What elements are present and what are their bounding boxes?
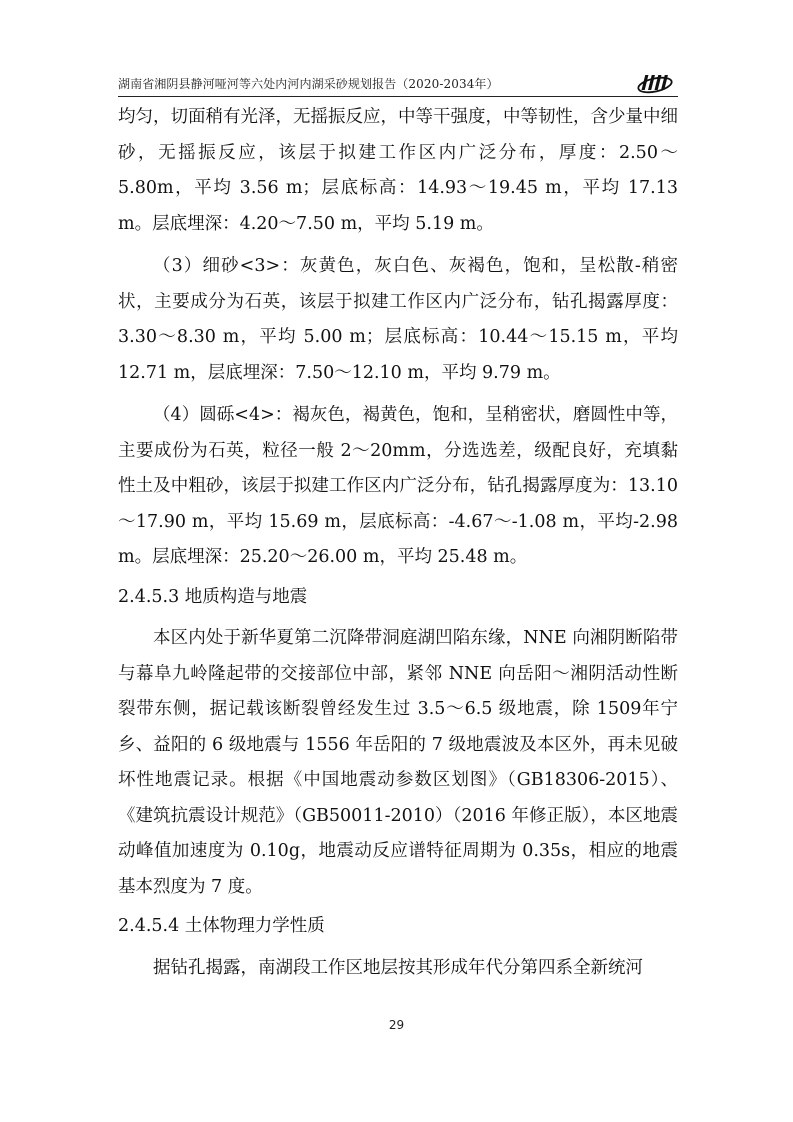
section-heading-geological-structure: 2.4.5.3 地质构造与地震 bbox=[118, 586, 308, 607]
paragraph-layer-continued: 均匀，切面稍有光泽，无摇振反应，中等干强度，中等韧性，含少量中细砂，无摇振反应，该层于拟建工作区内广泛分布，厚度：2.50～5.80m，平均 3.56 m；层底标高：14.93～19.45 m，平均 17.13 m。层底埋深：4.20～7.50 m，平均 5.19 m。 bbox=[118, 107, 678, 234]
paragraph-round-gravel: （4）圆砾<4>：褐灰色，褐黄色，饱和，呈稍密状，磨圆性中等，主要成份为石英，粒径一般 2～20mm，分选选差，级配良好，充填黏性土及中粗砂，该层于拟建工作区内广泛分布，钻孔揭露厚度为：13.10～17.90 m，平均 15.69 m，层底标高：-4.67～-1.08 m，平均-2.98 m。层底埋深：25.20～26.00 m，平均 25.48 m。 bbox=[118, 405, 678, 567]
header-title: 湖南省湘阴县静河哑河等六处内河内湖采砂规划报告（2020-2034年） bbox=[118, 77, 499, 91]
page-number: 29 bbox=[388, 1018, 405, 1032]
paragraph-earthquake: 本区内处于新华夏第二沉降带洞庭湖凹陷东缘，NNE 向湘阴断陷带与幕阜九岭隆起带的交接部位中部，紧邻 NNE 向岳阳～湘阴活动性断裂带东侧，据记载该断裂曾经发生过 3.5～6.5 级地震，除 1509年宁乡、益阳的 6 级地震与 1556 年岳阳的 7 级地震波及本区外，再未见破坏性地震记录。根据《中国地震动参数区划图》（GB18306-2015）、《建筑抗震设计规范》（GB50011-2010）（2016 年修正版），本区地震动峰值加速度为 0.10g，地震动反应谱特征周期为 0.35s，相应的地震基本烈度为 7 度。 bbox=[118, 628, 678, 897]
page-header bbox=[118, 72, 678, 97]
section-heading-soil-properties: 2.4.5.4 土体物理力学性质 bbox=[118, 916, 325, 936]
institute-logo-icon bbox=[634, 72, 674, 94]
document-body bbox=[118, 100, 678, 986]
paragraph-borehole: 据钻孔揭露，南湖段工作区地层按其形成年代分第四系全新统河 bbox=[153, 957, 643, 978]
paragraph-fine-sand: （3）细砂<3>：灰黄色，灰白色、灰褐色，饱和，呈松散-稍密状，主要成分为石英，该层于拟建工作区内广泛分布，钻孔揭露厚度：3.30～8.30 m，平均 5.00 m；层底标高：10.44～15.15 m，平均 12.71 m，层底埋深：7.50～12.10 m，平均 9.79 m。 bbox=[118, 256, 678, 383]
